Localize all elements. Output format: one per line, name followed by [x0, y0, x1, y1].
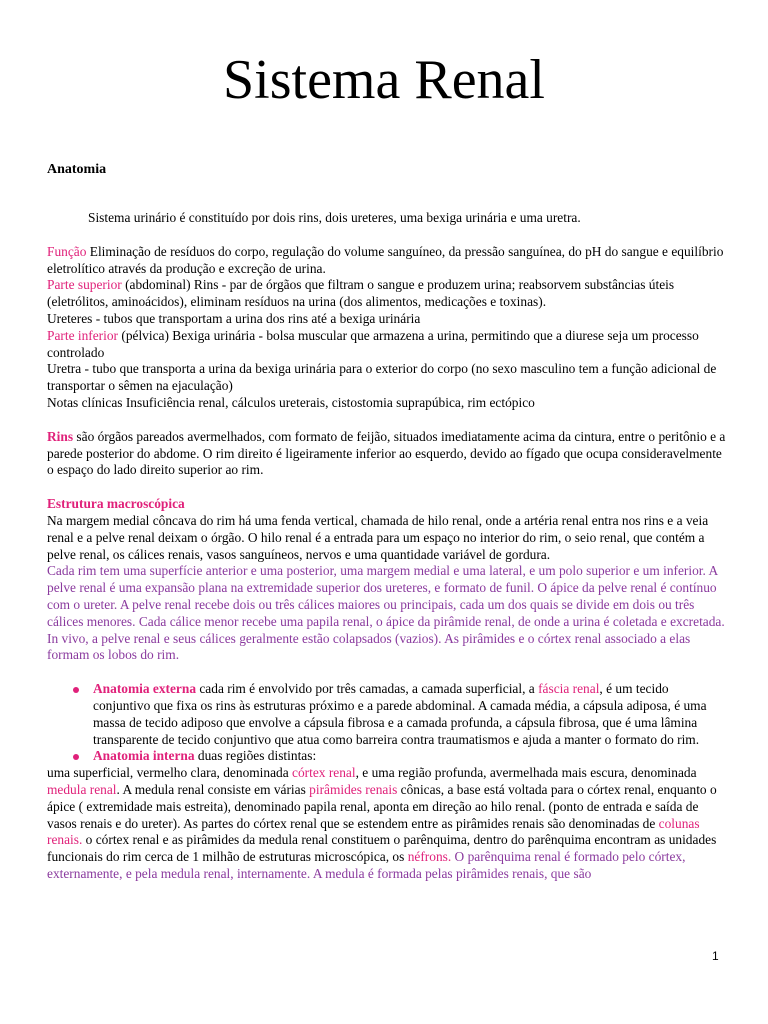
parte-inferior-text: (pélvica) Bexiga urinária - bolsa muscular que armazena a urina, permitindo que a diurese seja um processo controlado: [47, 327, 699, 360]
rins-label: Rins: [47, 428, 74, 444]
anatomia-interna-label: Anatomia interna: [93, 748, 195, 764]
bullet-dot-icon: [73, 754, 79, 760]
rins-text: são órgãos pareados avermelhados, com formato de feijão, situados imediatamente acima da cintura, entre o peritônio e a parede posterior do abdome. O rim direito é ligeiramente inferior ao esquerdo, devido ao fígado que ocupa consideravelmente o espaço do lado direito superior ao rim.: [47, 428, 726, 478]
ureteres-line: Ureteres - tubos que transportam a urina dos rins até a bexiga urinária: [47, 310, 421, 326]
estrutura-paragraph-1: Na margem medial côncava do rim há uma fenda vertical, chamada de hilo renal, onde a artéria renal entra nos rins e a veia renal e a pelve renal deixam o órgão. O hilo renal é a entrada para um espaço no interior do rim, o seio renal, que contém a pelve renal, os cálices renais, vasos sanguíneos, nervos e uma quantidade variável de gordura.: [47, 512, 709, 562]
piramides-renais-term: pirâmides renais: [309, 781, 398, 797]
nefrons-term: néfrons.: [407, 849, 452, 865]
cortex-renal-term: córtex renal: [292, 765, 356, 781]
bullet-anatomia-externa: [47, 681, 727, 748]
estrutura-heading: Estrutura macroscópica: [47, 496, 185, 512]
document-body: [47, 162, 727, 883]
funcao-label: Função: [47, 243, 87, 259]
anatomia-externa-text-2: , é um tecido conjuntivo que fixa os rins às estruturas próximo e a parede abdominal. A camada média, a cápsula adiposa, é uma massa de tecido adiposo que envolve a cápsula fibrosa e a camada profunda, a cápsula fibrosa, que é uma lâmina transparente de tecido conjuntivo que atua como barreira contra traumatismos e ajuda a manter o formato do rim.: [93, 681, 707, 747]
parte-superior-text: (abdominal) Rins - par de órgãos que filtram o sangue e produzem urina; reabsorvem substâncias úteis (eletrólitos, aminoácidos), eliminam resíduos na urina (dos alimentos, medicações e toxinas).: [47, 277, 675, 310]
interna-text-3: . A medula renal consiste em várias: [116, 781, 310, 797]
parte-superior-line: [47, 277, 727, 311]
page-title: Sistema Renal: [223, 49, 545, 111]
anatomy-bullet-list: [47, 681, 727, 765]
anatomia-interna-paragraph: [47, 765, 727, 883]
interna-text-6: O parênquima renal é formado pelo córtex, externamente, e pela medula renal, internamente. A medula é formada pelas pirâmides renais, que são: [47, 849, 686, 881]
interna-text-1: uma superficial, vermelho clara, denominada: [47, 765, 293, 781]
anatomia-externa-text-1: cada rim é envolvido por três camadas, a camada superficial, a: [196, 681, 539, 697]
anatomia-interna-text: duas regiões distintas:: [194, 748, 317, 764]
intro-paragraph: Sistema urinário é constituído por dois rins, dois ureteres, uma bexiga urinária e uma uretra.: [88, 210, 581, 225]
funcao-line: [47, 244, 727, 278]
summary-block: [47, 244, 727, 412]
section-heading-anatomia: Anatomia: [47, 162, 107, 177]
uretra-line: Uretra - tubo que transporta a urina da bexiga urinária para o exterior do corpo (no sexo masculino tem a função adicional de transportar o sêmen na ejaculação): [47, 361, 717, 394]
medula-renal-term: medula renal: [47, 781, 117, 797]
interna-text-4: cônicas, a base está voltada para o córtex renal, enquanto o ápice ( extremidade mais estreita), denominado papila renal, aponta em direção ao hilo renal. (ponto de entrada e saída de vasos renais e do ureter). As partes do córtex renal que se estendem entre as pirâmides renais são denominadas de: [47, 781, 717, 831]
page-number: 1: [712, 949, 719, 963]
anatomia-externa-label: Anatomia externa: [93, 681, 197, 697]
rins-paragraph: [47, 429, 727, 479]
interna-text-5: o córtex renal e as pirâmides da medula renal constituem o parênquima, dentro do parênquima encontram as unidades funcionais do rim cerca de 1 milhão de estruturas microscópica, os: [47, 832, 717, 865]
fascia-renal-term: fáscia renal: [538, 681, 600, 697]
parte-inferior-label: Parte inferior: [47, 327, 119, 343]
bullet-anatomia-interna: [47, 748, 727, 765]
parte-superior-label: Parte superior: [47, 277, 122, 293]
notas-clinicas-line: Notas clínicas Insuficiência renal, cálculos ureterais, cistostomia suprapúbica, rim ectópico: [47, 394, 535, 410]
estrutura-paragraph-2: Cada rim tem uma superfície anterior e uma posterior, uma margem medial e uma lateral, e um polo superior e um inferior. A pelve renal é uma expansão plana na extremidade superior dos ureteres, e formato de funil. O ápice da pelve renal é contínuo com o ureter. A pelve renal recebe dois ou três cálices maiores ou principais, cada um dos quais se divide em dois ou três cálices menores. Cada cálice menor recebe uma papila renal, o ápice da pirâmide renal, de onde a urina é coletada e excretada. In vivo, a pelve renal e seus cálices geralmente estão colapsados (vazios). As pirâmides e o córtex renal associado a elas formam os lobos do rim.: [47, 563, 725, 663]
funcao-text: Eliminação de resíduos do corpo, regulação do volume sanguíneo, da pressão sanguínea, do pH do sangue e equilíbrio eletrolítico através da produção e excreção de urina.: [47, 243, 724, 276]
parte-inferior-line: [47, 328, 727, 362]
colunas-renais-term: colunas renais.: [47, 815, 700, 848]
bullet-dot-icon: [73, 687, 79, 693]
interna-text-2: , e uma região profunda, avermelhada mais escura, denominada: [355, 765, 697, 781]
